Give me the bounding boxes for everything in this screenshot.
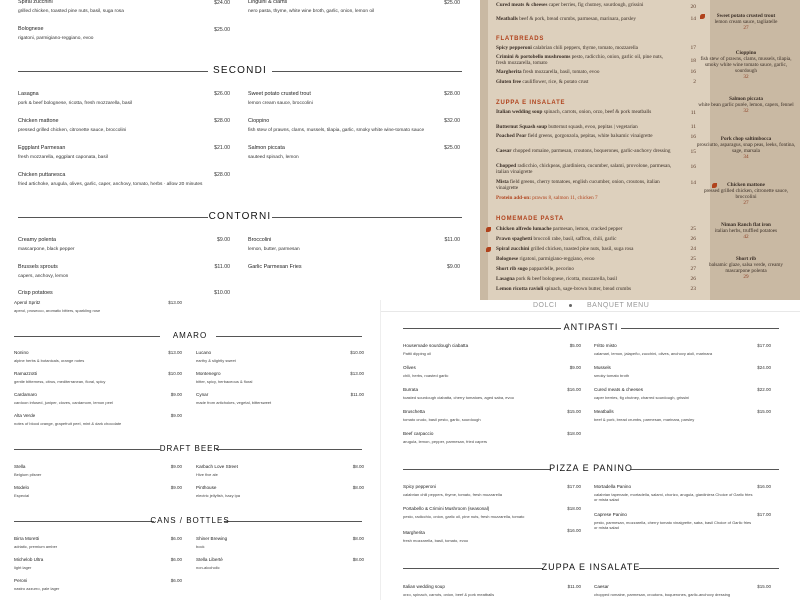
menu-item-price: $8.00 bbox=[352, 536, 364, 541]
printed-item: Gluten free cauliflower, rice, & potato crust bbox=[496, 79, 589, 85]
menu-item-price: $13.00 bbox=[350, 371, 364, 376]
menu-item: Mussels smoky tomato broth bbox=[594, 365, 630, 378]
menu-item-price: $22.00 bbox=[757, 387, 771, 392]
menu-item-price: $15.00 bbox=[757, 584, 771, 589]
printed-price: 16 bbox=[690, 69, 696, 75]
menu-item: Chicken mattone pressed grilled chicken, citronette sauce, broccolini bbox=[18, 118, 127, 133]
printed-price: 14 bbox=[690, 16, 696, 22]
menu-item-price: $10.00 bbox=[350, 350, 364, 355]
menu-item: Meatballs beef & pork, bread crumbs, parmesan, marinara, parsley bbox=[594, 409, 695, 422]
menu-item-price: $25.00 bbox=[214, 27, 230, 33]
printed-heading-flatbreads: FLATBREADS bbox=[496, 36, 545, 42]
printed-item: Poached Pear field greens, gorgonzola, pepitas, white balsamic vinaigrette bbox=[496, 133, 653, 139]
menu-item: Burrata toasted sourdough ciabatta, cherry tomatoes, aged saba, evoo bbox=[403, 387, 514, 400]
menu-item-price: $17.00 bbox=[757, 343, 771, 348]
printed-item: Pork chop saltimbocca prosciutto, asparagus, snap peas, leeks, fontina, sage, marsala 34 bbox=[696, 136, 796, 160]
printed-item: Chicken alfredo lumache parmesan, lemon, cracked pepper bbox=[496, 226, 623, 232]
printed-price: 27 bbox=[690, 266, 696, 272]
menu-item: Sweet potato crusted trout lemon cream sauce, broccolini bbox=[248, 91, 313, 106]
menu-item: Pinthouse electric jellyfish, hazy ipa bbox=[196, 485, 241, 498]
menu-item-price: $16.00 bbox=[567, 528, 581, 533]
printed-item: Lasagna pork & beef bolognese, ricotta, mozzarella, basil bbox=[496, 276, 618, 282]
printed-item: Mista field greens, cherry tomatoes, english cucumber, onion, croutons, italian vinaigrette bbox=[496, 179, 660, 191]
menu-item: Olives chili, herbs, roasted garlic bbox=[403, 365, 449, 378]
menu-item-price: $26.00 bbox=[214, 91, 230, 97]
menu-item: Chicken puttanesca fried artichoke, arugula, olives, garlic, caper, anchovy, tomato, herbs · allow 20 minutes bbox=[18, 172, 203, 187]
web-menu-antipasti-panel bbox=[380, 300, 800, 600]
menu-item: Garlic Parmesan Fries bbox=[248, 264, 302, 270]
menu-item-price: $24.00 bbox=[757, 365, 771, 370]
menu-item-price: $28.00 bbox=[444, 91, 460, 97]
printed-item: Italian wedding soup spinach, carrots, onion, orzo, beef & pork meatballs bbox=[496, 109, 652, 115]
menu-item: Shiner Brewing bock bbox=[196, 536, 228, 549]
menu-item: Modelo Especial bbox=[14, 485, 30, 498]
menu-item: Brussels sprouts capers, anchovy, lemon bbox=[18, 264, 69, 279]
menu-item-price: $9.00 bbox=[170, 413, 182, 418]
menu-item-price: $11.00 bbox=[214, 264, 230, 270]
menu-item: Caesar chopped romaine, parmesan, croutons, boquerones, garlic-anchovy dressing bbox=[594, 584, 731, 597]
menu-item: Broccolini lemon, butter, parmesan bbox=[248, 237, 300, 252]
menu-item: Lasagna pork & beef bolognese, ricotta, fresh mozzarella, basil bbox=[18, 91, 133, 106]
printed-item: Cured meats & cheeses caper berries, fig chutney, sourdough, grissini bbox=[496, 2, 644, 8]
menu-item: Salmon piccata sauteed spinach, lemon bbox=[248, 145, 299, 160]
menu-item-price: $6.00 bbox=[170, 557, 182, 562]
printed-item: Sweet potato crusted trout lemon cream sauce, tagliatelle 27 bbox=[714, 13, 778, 31]
nav-link-dolci[interactable]: DOLCI bbox=[533, 302, 557, 309]
menu-item-price: $28.00 bbox=[214, 172, 230, 178]
menu-item-price: $13.00 bbox=[168, 350, 182, 355]
menu-item: Italian wedding soup orzo, spinach, carrots, onion, beef & pork meatballs bbox=[403, 584, 495, 597]
menu-item-price: $25.00 bbox=[444, 0, 460, 6]
printed-item: Caesar chopped romaine, parmesan, croutons, boquerones, garlic-anchovy dressing bbox=[496, 148, 671, 154]
menu-item-price: $9.00 bbox=[569, 365, 581, 370]
menu-item: Lucano earthy & slightly sweet bbox=[196, 350, 236, 363]
menu-item: Birra Moretti adriatic, premium amber bbox=[14, 536, 58, 549]
printed-price: 14 bbox=[690, 180, 696, 186]
printed-item: Protein add-on: prawns 8, salmon 11, chicken 7 bbox=[496, 195, 598, 201]
menu-item: Crisp potatoes bbox=[18, 290, 53, 296]
menu-item-price: $9.00 bbox=[170, 392, 182, 397]
menu-item-price: $17.00 bbox=[567, 484, 581, 489]
menu-item: Fritto misto calamari, lemon, jalapeño, zucchini, olives, anchovy aioli, marinara bbox=[594, 343, 713, 356]
menu-item: Nonino alpine herbs & botanicals, orange notes bbox=[14, 350, 85, 363]
section-heading-amaro: AMARO bbox=[0, 330, 380, 342]
printed-item: Short rib balsamic glaze, salsa verde, creamy mascarpone polenta 29 bbox=[708, 256, 784, 280]
printed-price: 25 bbox=[690, 256, 696, 262]
menu-item-price: $9.00 bbox=[170, 464, 182, 469]
menu-item: Karbach Love Street Hive five ale bbox=[196, 464, 238, 477]
web-menu-food-panel bbox=[0, 0, 480, 300]
menu-item: Beef carpaccio arugula, lemon, pepper, parmesan, fried capers bbox=[403, 431, 488, 444]
menu-item-price: $8.00 bbox=[352, 464, 364, 469]
menu-item-price: $16.00 bbox=[567, 387, 581, 392]
printed-price: 25 bbox=[690, 226, 696, 232]
chili-icon bbox=[486, 247, 491, 252]
printed-item: Lemon ricotta ravioli spinach, sage-brown butter, bread crumbs bbox=[496, 286, 632, 292]
menu-item: Cynar made from artichokes, vegetal, bittersweet bbox=[196, 392, 272, 405]
menu-item: Portabello & Crimini Mushroom (seasonal) pesto, radicchio, onion, garlic oil, pine nuts, fresh mozzarella, tomato bbox=[403, 506, 525, 519]
menu-item-price: $18.00 bbox=[567, 431, 581, 436]
menu-item: Creamy polenta mascarpone, black pepper bbox=[18, 237, 75, 252]
menu-item-price: $10.00 bbox=[168, 371, 182, 376]
menu-item-price: $32.00 bbox=[444, 118, 460, 124]
printed-item: Spiral zucchini grilled chicken, toasted pine nuts, basil, suga rosa bbox=[496, 246, 634, 252]
printed-item: Prawn spaghetti broccoli rabe, basil, saffron, chili, garlic bbox=[496, 236, 617, 242]
section-heading-pizza-panino: PIZZA E PANINO bbox=[381, 463, 800, 475]
section-heading-zuppa-insalate: ZUPPA E INSALATE bbox=[381, 562, 800, 574]
top-nav bbox=[381, 300, 800, 312]
section-heading-contorni: CONTORNI bbox=[0, 210, 480, 224]
printed-price: 20 bbox=[690, 4, 696, 10]
printed-price: 26 bbox=[690, 236, 696, 242]
section-heading-secondi: SECONDI bbox=[0, 64, 480, 78]
menu-item-price: $6.00 bbox=[170, 536, 182, 541]
menu-item: Montenegro bitter, spicy, herbaceous & floral bbox=[196, 371, 253, 384]
menu-item-price: $16.00 bbox=[757, 484, 771, 489]
printed-item: Chicken mattone pressed grilled chicken, citronette sauce, broccolini 27 bbox=[703, 182, 789, 206]
nav-link-banquet-menu[interactable]: BANQUET MENU bbox=[587, 302, 650, 309]
menu-item-price: $11.00 bbox=[567, 584, 581, 589]
printed-item: Salmon piccata white bean garlic purée, lemon, capers, fennel 32 bbox=[698, 96, 794, 114]
menu-item: Aperol Spritz aperol, prosecco, aromatic bitters, sparkling rose bbox=[14, 300, 101, 313]
printed-price: 26 bbox=[690, 276, 696, 282]
menu-item: Stella Libertè non-alcoholic bbox=[196, 557, 223, 570]
menu-item-price: $25.00 bbox=[444, 145, 460, 151]
web-menu-drinks-panel bbox=[0, 300, 380, 600]
printed-item: Meatballs beef & pork, bread crumbs, parmesan, marinara, parsley bbox=[496, 16, 637, 22]
section-heading-cans-bottles: CANS / BOTTLES bbox=[0, 515, 380, 527]
menu-item-price: $18.00 bbox=[567, 506, 581, 511]
printed-item: Cioppino fish stew of prawns, clams, mussels, tilapia, smoky white wine tomato sauce, garlic, sourdough 32 bbox=[700, 50, 792, 80]
printed-price: 16 bbox=[690, 164, 696, 170]
menu-item: Cioppino fish stew of prawns, clams, mussels, tilapia, garlic, smoky white wine-tomato sauce bbox=[248, 118, 425, 133]
printed-item: Crimini & portobello mushrooms pesto, radicchio, onion, garlic oil, pine nuts, fresh mozzarella, tomato bbox=[496, 54, 663, 66]
menu-item-price: $21.00 bbox=[214, 145, 230, 151]
menu-item-price: $9.00 bbox=[217, 237, 230, 243]
menu-item: Spiral zucchini grilled chicken, toasted pine nuts, basil, suga rosa bbox=[18, 0, 124, 14]
menu-item: Mortadella Panino calabrian tapenade, mortadella, salami, chorizo, arugula, giardiniera Choice of Garlic fries or mista salad bbox=[594, 484, 753, 502]
printed-price: 24 bbox=[690, 246, 696, 252]
menu-item-price: $11.00 bbox=[350, 392, 364, 397]
printed-price: 2 bbox=[693, 79, 696, 85]
menu-item-price: $10.00 bbox=[214, 290, 230, 296]
menu-item-price: $8.00 bbox=[352, 557, 364, 562]
menu-item: Bolognese rigatoni, parmigiano-reggiano, evoo bbox=[18, 26, 94, 41]
menu-item: Cardamaro cardoon infused, juniper, cloves, cardamom, lemon peel bbox=[14, 392, 113, 405]
menu-item: Linguini & clams nero pasta, thyme, white wine broth, garlic, onion, lemon oil bbox=[248, 0, 375, 14]
menu-item: Alta Verde notes of blood orange, grapefruit peel, mint & dark chocolate bbox=[14, 413, 122, 426]
printed-price: 11 bbox=[690, 110, 696, 116]
printed-item: Chopped radicchio, chickpeas, giardiniera, cucumber, salami, provolone, parmesan, italian vinaigrette bbox=[496, 163, 672, 175]
printed-item: Butternut Squash soup butternut squash, evoo, pepitas | vegetarian bbox=[496, 124, 638, 130]
menu-item-price: $6.00 bbox=[170, 578, 182, 583]
menu-item-price: $24.00 bbox=[214, 0, 230, 6]
chili-icon bbox=[486, 227, 491, 232]
menu-item: Spicy pepperoni calabrian chili peppers, thyme, tomato, fresh mozzarella bbox=[403, 484, 502, 497]
menu-item-price: $15.00 bbox=[567, 409, 581, 414]
menu-item-price: $13.00 bbox=[168, 300, 182, 305]
menu-item: Michelob Ultra light lager bbox=[14, 557, 44, 570]
menu-item-price: $28.00 bbox=[214, 118, 230, 124]
menu-item-price: $15.00 bbox=[757, 409, 771, 414]
menu-item-price: $9.00 bbox=[170, 485, 182, 490]
printed-price: 11 bbox=[690, 124, 696, 130]
printed-item: Niman Ranch flat iron italian herbs, truffled potatoes 42 bbox=[714, 222, 778, 240]
menu-item: Bruschetta tomato crudo, basil pesto, garlic, sourdough bbox=[403, 409, 481, 422]
printed-price: 18 bbox=[690, 58, 696, 64]
printed-price: 17 bbox=[690, 45, 696, 51]
menu-item: Margherita fresh mozzarella, basil, tomato, evoo bbox=[403, 530, 469, 543]
printed-item: Spicy pepperoni calabrian chili peppers, thyme, tomato, mozzarella bbox=[496, 45, 638, 51]
printed-menu-photo bbox=[480, 0, 800, 300]
menu-item-price: $9.00 bbox=[447, 264, 460, 270]
nav-separator-dot bbox=[569, 304, 572, 307]
printed-item: Bolognese rigatoni, parmigiano-reggiano, evoo bbox=[496, 256, 595, 262]
printed-price: 23 bbox=[690, 286, 696, 292]
menu-item: Stella Belgium pilsner bbox=[14, 464, 42, 477]
menu-item: Caprese Panino pesto, parmesan, mozzarella, cherry tomato vinaigrette, saba, basil Choice of Garlic fries or mista salad bbox=[594, 512, 752, 530]
menu-item-price: $5.00 bbox=[569, 343, 581, 348]
printed-price: 16 bbox=[690, 134, 696, 140]
section-heading-draft-beer: DRAFT BEER bbox=[0, 443, 380, 455]
printed-heading-zuppa: ZUPPA E INSALATE bbox=[496, 100, 566, 106]
menu-item: Cured meats & cheeses caper berries, fig chutney, charred sourdough, grissini bbox=[594, 387, 690, 400]
menu-item-price: $8.00 bbox=[352, 485, 364, 490]
menu-item: Housemade sourdough ciabatta Pattii dipping oil bbox=[403, 343, 469, 356]
menu-item-price: $11.00 bbox=[444, 237, 460, 243]
menu-item-price: $17.00 bbox=[757, 512, 771, 517]
printed-item: Margherita fresh mozzarella, basil, tomato, evoo bbox=[496, 69, 600, 75]
printed-heading-pasta: HOMEMADE PASTA bbox=[496, 216, 564, 222]
printed-price: 15 bbox=[690, 149, 696, 155]
menu-item: Peroni nastro azzurro, pale lager bbox=[14, 578, 60, 591]
menu-item: Eggplant Parmesan fresh mozzarella, eggplant caponata, basil bbox=[18, 145, 108, 160]
menu-item: Ramazzotti gentle bitterness, citrus, mediterranean, floral, spicy bbox=[14, 371, 106, 384]
printed-item: Short rib sugo pappardelle, pecorino bbox=[496, 266, 574, 272]
section-heading-antipasti: ANTIPASTI bbox=[381, 322, 800, 334]
